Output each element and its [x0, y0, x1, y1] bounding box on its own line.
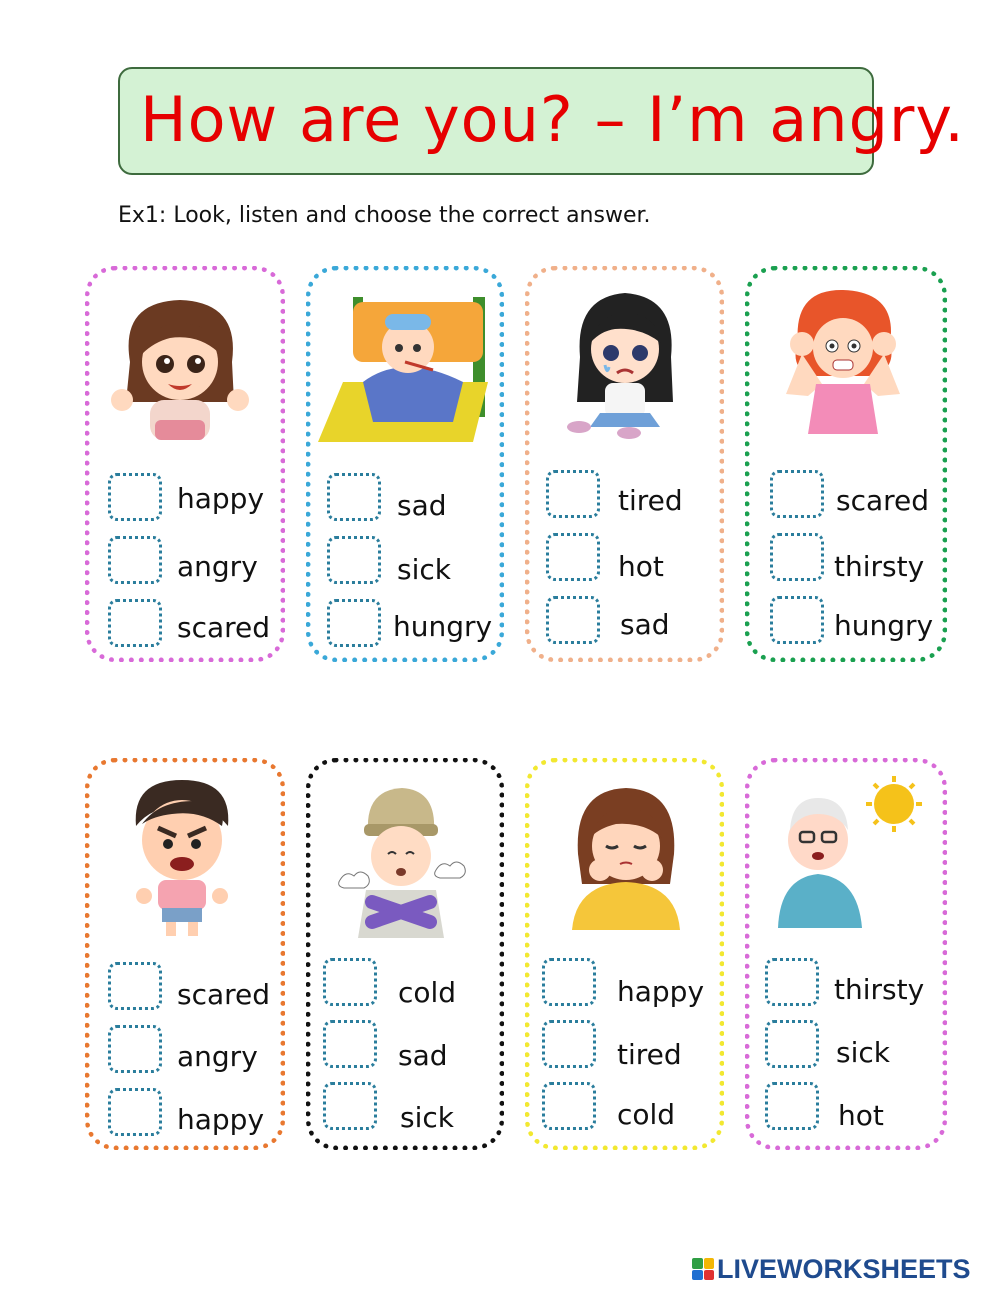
option-label: scared: [177, 611, 271, 644]
option-label: happy: [177, 482, 265, 515]
answer-checkbox[interactable]: [323, 1020, 377, 1068]
option-label: angry: [177, 1040, 258, 1073]
answer-checkbox[interactable]: [108, 536, 162, 584]
option-label: hungry: [834, 609, 934, 642]
answer-checkbox[interactable]: [327, 473, 381, 521]
answer-checkbox[interactable]: [542, 1020, 596, 1068]
option-label: sick: [400, 1101, 454, 1134]
answer-checkbox[interactable]: [765, 1020, 819, 1068]
answer-checkbox[interactable]: [542, 958, 596, 1006]
option-label: hot: [618, 550, 664, 583]
liveworksheets-logo: [692, 1254, 971, 1284]
answer-checkbox[interactable]: [765, 1082, 819, 1130]
option-label: thirsty: [834, 550, 925, 583]
answer-checkbox[interactable]: [770, 533, 824, 581]
scared-woman-picture: [778, 284, 908, 436]
logo-mark-icon: [692, 1258, 714, 1280]
exercise-instruction: Ex1: Look, listen and choose the correct answer.: [118, 203, 651, 228]
answer-checkbox[interactable]: [108, 1088, 162, 1136]
answer-checkbox[interactable]: [108, 962, 162, 1010]
logo-text: LIVEWORKSHEETS: [717, 1253, 971, 1284]
tired-girl-picture: [566, 784, 686, 932]
answer-checkbox[interactable]: [770, 596, 824, 644]
option-label: happy: [177, 1103, 265, 1136]
crying-girl-picture: [565, 287, 685, 442]
answer-checkbox[interactable]: [546, 470, 600, 518]
option-label: angry: [177, 550, 258, 583]
answer-checkbox[interactable]: [108, 599, 162, 647]
page-title: How are you? – I’m angry.: [140, 83, 965, 156]
option-label: sick: [397, 553, 451, 586]
answer-checkbox[interactable]: [765, 958, 819, 1006]
option-label: thirsty: [834, 973, 925, 1006]
option-label: cold: [617, 1098, 676, 1131]
girl-waving-picture: [110, 292, 250, 442]
answer-checkbox[interactable]: [108, 1025, 162, 1073]
sun-icon: [866, 776, 922, 832]
option-label: scared: [836, 484, 930, 517]
answer-checkbox[interactable]: [546, 596, 600, 644]
answer-checkbox[interactable]: [323, 958, 377, 1006]
option-label: hot: [838, 1099, 884, 1132]
cold-old-man-picture: [336, 782, 466, 940]
option-label: tired: [618, 484, 683, 517]
answer-checkbox[interactable]: [542, 1082, 596, 1130]
option-label: sad: [620, 608, 670, 641]
option-label: tired: [617, 1038, 682, 1071]
option-label: sick: [836, 1036, 890, 1069]
option-label: sad: [398, 1039, 448, 1072]
title-banner: [118, 67, 965, 175]
answer-checkbox[interactable]: [327, 536, 381, 584]
hot-old-man-picture: [766, 774, 928, 932]
option-label: scared: [177, 978, 271, 1011]
answer-checkbox[interactable]: [323, 1082, 377, 1130]
option-label: sad: [397, 489, 447, 522]
option-label: happy: [617, 975, 705, 1008]
angry-boy-picture: [122, 776, 242, 938]
answer-checkbox[interactable]: [770, 470, 824, 518]
answer-checkbox[interactable]: [546, 533, 600, 581]
answer-checkbox[interactable]: [108, 473, 162, 521]
sick-boy-picture: [313, 292, 493, 447]
option-label: hungry: [393, 610, 493, 643]
option-label: cold: [398, 976, 457, 1009]
answer-checkbox[interactable]: [327, 599, 381, 647]
